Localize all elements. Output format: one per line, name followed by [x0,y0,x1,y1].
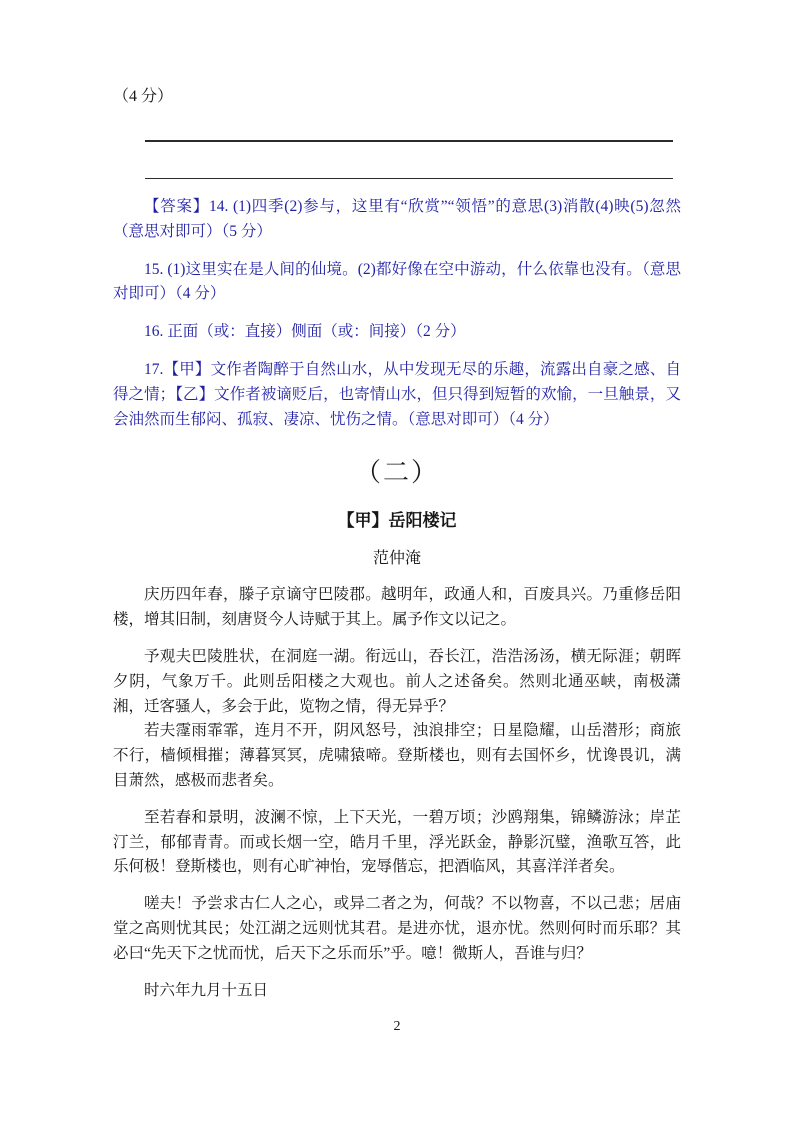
passage-paragraph-1: 庆历四年春，滕子京谪守巴陵郡。越明年，政通人和，百废具兴。乃重修岳阳楼，增其旧制，刻唐贤今人诗赋于其上。属予作文以记之。 [113,586,681,629]
passage-title: 【甲】岳阳楼记 [337,511,457,531]
passage-paragraph-4: 至若春和景明，波澜不惊，上下天光，一碧万顷；沙鸥翔集，锦鳞游泳；岸芷汀兰，郁郁青青。而或长烟一空，皓月千里，浮光跃金，静影沉璧，渔歌互答，此乐何极！登斯楼也，则有心旷神怡，宠辱偕忘，把酒临风，其喜洋洋者矣。 [113,808,681,876]
answer-item-17: 17.【甲】文作者陶醉于自然山水，从中发现无尽的乐趣，流露出自豪之感、自得之情；【乙】文作者被谪贬后，也寄情山水，但只得到短暂的欢愉，一旦触景，又会油然而生郁闷、孤寂、凄凉、忧伤之情。（意思对即可）（4 分） [113,360,681,428]
answer-item-16: 16. 正面（或：直接）侧面（或：间接）（2 分） [144,323,466,341]
passage-paragraph-5: 嗟夫！予尝求古仁人之心，或异二者之为，何哉？不以物喜，不以己悲；居庙堂之高则忧其民；处江湖之远则忧其君。是进亦忧，退亦忧。然则何时而乐耶？其必曰“先天下之忧而忧，后天下之乐而乐”乎。噫！微斯人，吾谁与归？ [113,895,681,962]
passage-date-line: 时六年九月十五日 [144,981,269,999]
answer-item-14: 【答案】14. (1)四季(2)参与，这里有“欣赏”“领悟”的意思(3)消散(4)映(5)忽然（意思对即可）（5 分） [113,198,681,240]
page-number: 2 [393,1019,401,1034]
answer-blank-line [145,178,673,179]
score-note: （4 分） [113,88,174,105]
answer-item-15: 15. (1)这里实在是人间的仙境。(2)都好像在空中游动，什么依靠也没有。（意思对即可）（4 分） [113,260,681,303]
passage-author: 范仲淹 [372,550,421,568]
passage-body [113,583,681,1003]
section-heading: （二） [354,458,439,488]
passage-paragraph-2: 予观夫巴陵胜状，在洞庭一湖。衔远山，吞长江，浩浩汤汤，横无际涯；朝晖夕阴，气象万千。此则岳阳楼之大观也。前人之述备矣。然则北通巫峡，南极潇湘，迁客骚人，多会于此，览物之情，得无异乎？ [113,647,681,715]
passage-paragraph-3: 若夫霪雨霏霏，连月不开，阴风怒号，浊浪排空；日星隐耀，山岳潜形；商旅不行，樯倾楫摧；薄暮冥冥，虎啸猿啼。登斯楼也，则有去国怀乡，忧谗畏讥，满目萧然，感极而悲者矣。 [113,722,681,789]
answer-blank-line [145,140,673,142]
answer-key-block [113,195,681,432]
